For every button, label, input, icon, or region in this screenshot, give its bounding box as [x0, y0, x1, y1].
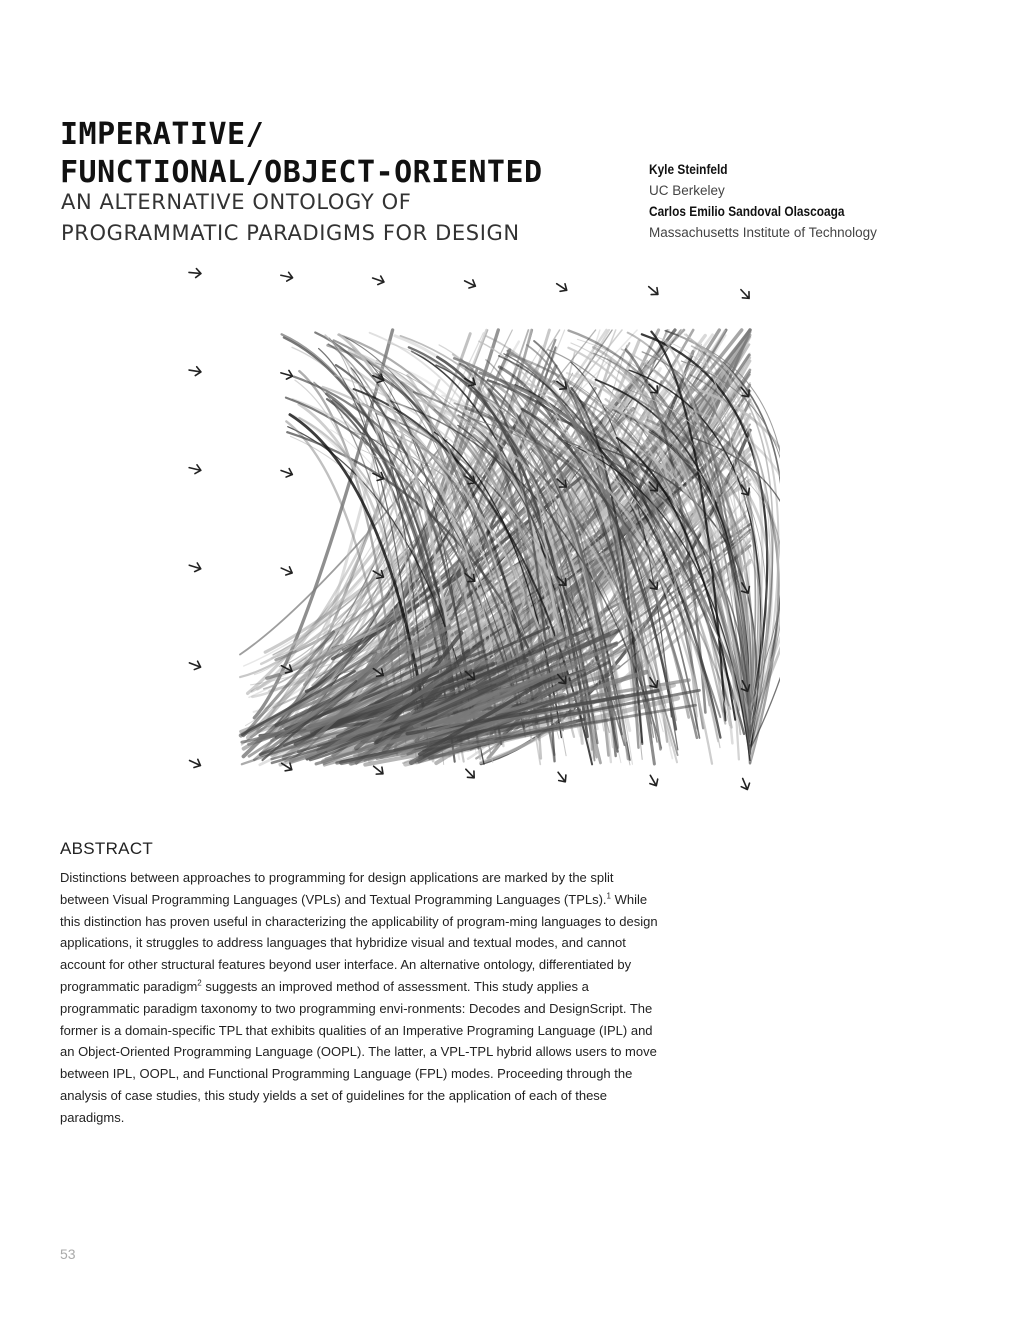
- arrow-icon: [280, 271, 294, 282]
- subtitle-line-1: AN ALTERNATIVE ONTOLOGY OF: [61, 190, 412, 214]
- arrow-field-figure: [170, 255, 780, 795]
- footnote-marker: 1: [606, 891, 611, 901]
- paper-title: [60, 116, 543, 192]
- abstract-text-part-2: While this distinction has proven useful in characterizing the applicability of program-ming languages to design applications, it struggles to address languages that hybridize visual and textual modes, and cannot account for other structural features beyond user interface. An alternative ontology, differentiated by programmatic paradigm: [60, 891, 658, 994]
- arrow-icon: [188, 366, 201, 377]
- author-name: Kyle Steinfeld: [649, 162, 728, 177]
- abstract-text-part-3: suggests an improved method of assessment. This study applies a programmatic paradigm taxonomy to two programming envi-ronments: Decodes and DesignScript. The former is a domain-specific TPL that exhibits qualities of an Imperative Programing Language (IPL) and an Object-Oriented Programming Language (OOPL). The latter, a VPL-TPL hybrid allows users to move between IPL, OOPL, and Functional Programming Language (FPL) modes. Proceeding through the analysis of case studies, this study yields a set of guidelines for the application of each of these paradigms.: [60, 978, 657, 1125]
- arrow-icon: [280, 466, 294, 479]
- arrow-icon: [371, 274, 385, 286]
- abstract-text-part-1: Distinctions between approaches to programming for design applications are marked by the split between Visual Programming Languages (VPLs) and Textual Programming Languages (TPLs).: [60, 870, 614, 907]
- author-name: Carlos Emilio Sandoval Olascoaga: [649, 204, 845, 219]
- author-affiliation: Massachusetts Institute of Technology: [649, 225, 877, 240]
- paper-subtitle: [61, 187, 520, 249]
- arrow-icon: [188, 756, 203, 769]
- title-line-1: IMPERATIVE/: [60, 117, 265, 152]
- footnote-marker: 2: [197, 978, 202, 988]
- author-affiliation: UC Berkeley: [649, 183, 725, 198]
- arrow-icon: [739, 777, 752, 792]
- arrow-icon: [646, 283, 661, 298]
- arrow-icon: [463, 766, 478, 781]
- stroke-field: [240, 330, 780, 765]
- arrow-icon: [279, 564, 294, 577]
- arrow-icon: [554, 770, 568, 785]
- subtitle-line-2: PROGRAMMATIC PARADIGMS FOR DESIGN: [61, 221, 520, 245]
- arrow-icon: [463, 277, 478, 290]
- arrow-icon: [554, 280, 569, 294]
- abstract-heading: ABSTRACT: [60, 839, 154, 858]
- arrow-icon: [738, 287, 753, 302]
- arrow-icon: [188, 463, 202, 474]
- arrow-icon: [189, 268, 202, 278]
- author-block: [649, 159, 877, 243]
- page-number: 53: [60, 1246, 76, 1262]
- arrow-field-icon: [170, 255, 780, 795]
- title-line-2: FUNCTIONAL/OBJECT-ORIENTED: [60, 155, 543, 190]
- abstract-body: [60, 867, 660, 1129]
- arrow-icon: [188, 561, 202, 573]
- arrow-icon: [646, 773, 660, 788]
- arrow-icon: [188, 659, 202, 672]
- arrow-icon: [280, 369, 294, 381]
